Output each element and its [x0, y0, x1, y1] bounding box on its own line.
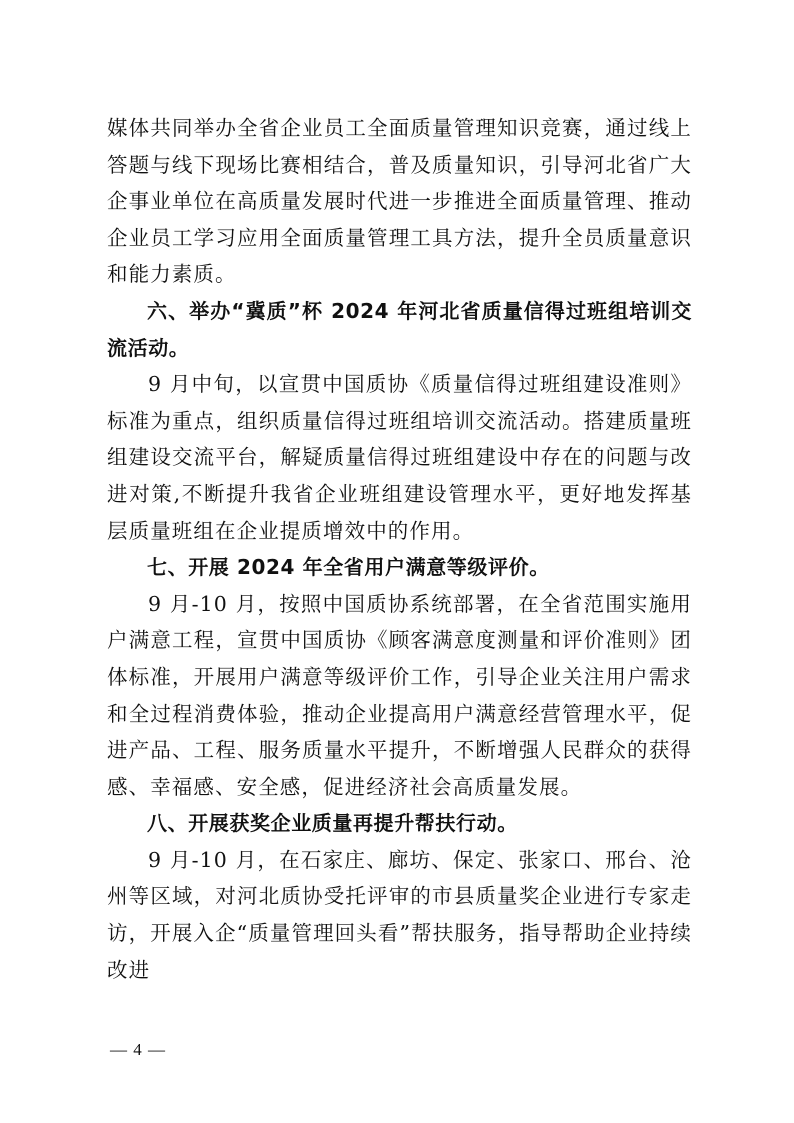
- paragraph-section-8: 9 月-10 月，在石家庄、廊坊、保定、张家口、邢台、沧州等区域，对河北质协受托评审的市县质量奖企业进行专家走访，开展入企“质量管理回头看”帮扶服务，指导帮助企业持续改进: [107, 847, 692, 982]
- page-number: — 4 —: [110, 1040, 166, 1059]
- paragraph-section-7: 9 月-10 月，按照中国质协系统部署，在全省范围实施用户满意工程，宣贯中国质协《顾客满意度测量和评价准则》团体标准，开展用户满意等级评价工作，引导企业关注用户需求和全过程消费体验，推动企业提高用户满意经营管理水平，促进产品、工程、服务质量水平提升，不断增强人民群众的获得感、幸福感、安全感，促进经济社会高质量发展。: [107, 591, 692, 799]
- heading-section-6: 六、举办“冀质”杯 2024 年河北省质量信得过班组培训交流活动。: [107, 298, 692, 360]
- document-body: [107, 110, 692, 988]
- heading-section-7: 七、开展 2024 年全省用户满意等级评价。: [147, 555, 550, 580]
- paragraph-section-6: 9 月中旬，以宣贯中国质协《质量信得过班组建设准则》标准为重点，组织质量信得过班组培训交流活动。搭建质量班组建设交流平台，解疑质量信得过班组建设中存在的问题与改进对策,不断提升我省企业班组建设管理水平，更好地发挥基层质量班组在企业提质增效中的作用。: [107, 372, 692, 543]
- heading-section-8: 八、开展获奖企业质量再提升帮扶行动。: [147, 811, 518, 836]
- paragraph-competition-continued: 媒体共同举办全省企业员工全面质量管理知识竞赛，通过线上答题与线下现场比赛相结合，普及质量知识，引导河北省广大企事业单位在高质量发展时代进一步推进全面质量管理、推动企业员工学习应用全面质量管理工具方法，提升全员质量意识和能力素质。: [107, 116, 692, 287]
